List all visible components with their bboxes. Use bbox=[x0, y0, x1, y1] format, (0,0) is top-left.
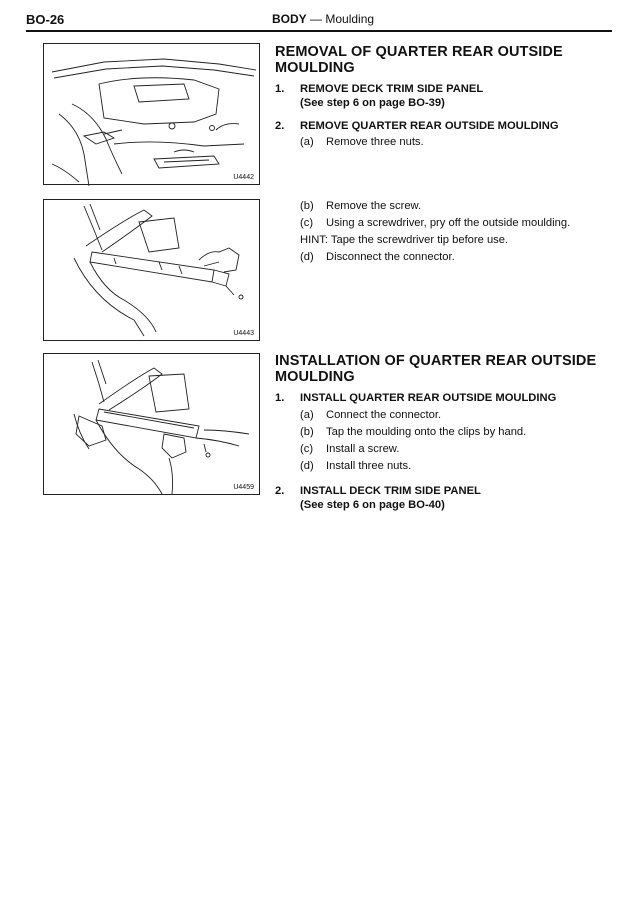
installation-sub-c bbox=[300, 442, 620, 456]
figure-trunk-interior bbox=[43, 43, 260, 185]
installation-title-line2: MOULDING bbox=[275, 369, 355, 385]
sub-text: Tap the moulding onto the clips by hand. bbox=[326, 426, 527, 438]
removal-sub-c bbox=[300, 216, 620, 230]
sub-label: (b) bbox=[300, 200, 314, 212]
sub-label: (d) bbox=[300, 460, 314, 472]
step-number: 2. bbox=[275, 120, 285, 132]
installation-sub-a bbox=[300, 408, 620, 422]
figure-code: U4443 bbox=[233, 330, 254, 337]
header-section: BODY bbox=[272, 12, 307, 26]
sub-label: (c) bbox=[300, 443, 314, 455]
figure-moulding-installation bbox=[43, 353, 260, 495]
removal-title-line1: REMOVAL OF QUARTER REAR OUTSIDE bbox=[275, 44, 563, 60]
quarter-moulding-installation-illustration bbox=[44, 354, 261, 496]
sub-text: Using a screwdriver, pry off the outside moulding. bbox=[326, 217, 571, 229]
step-number: 2. bbox=[275, 485, 285, 497]
removal-sub-d bbox=[300, 250, 620, 264]
sub-text: Install three nuts. bbox=[326, 460, 412, 472]
sub-label: (a) bbox=[300, 409, 314, 421]
step-text bbox=[300, 82, 615, 110]
removal-title bbox=[275, 44, 615, 76]
page-number: BO-26 bbox=[26, 12, 65, 27]
figure-code: U4459 bbox=[233, 484, 254, 491]
step-text bbox=[300, 484, 615, 512]
page-header bbox=[26, 8, 612, 32]
figure-code: U4442 bbox=[233, 174, 254, 181]
sub-label: (a) bbox=[300, 136, 314, 148]
installation-title-line1: INSTALLATION OF QUARTER REAR OUTSIDE bbox=[275, 353, 597, 369]
removal-sub-a bbox=[300, 135, 620, 149]
sub-label: (c) bbox=[300, 217, 314, 229]
installation-title bbox=[275, 353, 615, 385]
step-number: 1. bbox=[275, 392, 285, 404]
sub-text: Disconnect the connector. bbox=[326, 251, 455, 263]
installation-section bbox=[275, 353, 615, 523]
header-subsection: Moulding bbox=[325, 12, 375, 26]
sub-text: Remove the screw. bbox=[326, 200, 422, 212]
removal-title-line2: MOULDING bbox=[275, 60, 355, 76]
sub-text: Install a screw. bbox=[326, 443, 400, 455]
header-separator: — bbox=[310, 12, 323, 26]
step-title: REMOVE DECK TRIM SIDE PANEL bbox=[300, 83, 484, 95]
sub-text: Connect the connector. bbox=[326, 409, 442, 421]
step-title: REMOVE QUARTER REAR OUTSIDE MOULDING bbox=[300, 120, 559, 132]
step-title: INSTALL DECK TRIM SIDE PANEL bbox=[300, 485, 481, 497]
installation-sub-b bbox=[300, 425, 620, 439]
header-title bbox=[272, 12, 374, 26]
step-number: 1. bbox=[275, 83, 285, 95]
step-reference: (See step 6 on page BO-40) bbox=[300, 499, 445, 511]
sub-text: Remove three nuts. bbox=[326, 136, 424, 148]
step-title: INSTALL QUARTER REAR OUTSIDE MOULDING bbox=[300, 392, 557, 404]
trunk-interior-screwdriver-illustration bbox=[44, 44, 261, 186]
installation-sub-d bbox=[300, 459, 620, 473]
quarter-moulding-removal-illustration bbox=[44, 200, 261, 342]
figure-moulding-removal bbox=[43, 199, 260, 341]
sub-label: (d) bbox=[300, 251, 314, 263]
removal-sub-b bbox=[300, 199, 620, 213]
sub-label: (b) bbox=[300, 426, 314, 438]
removal-hint: HINT: Tape the screwdriver tip before use. bbox=[300, 234, 509, 246]
removal-section bbox=[275, 44, 615, 284]
step-reference: (See step 6 on page BO-39) bbox=[300, 97, 445, 109]
